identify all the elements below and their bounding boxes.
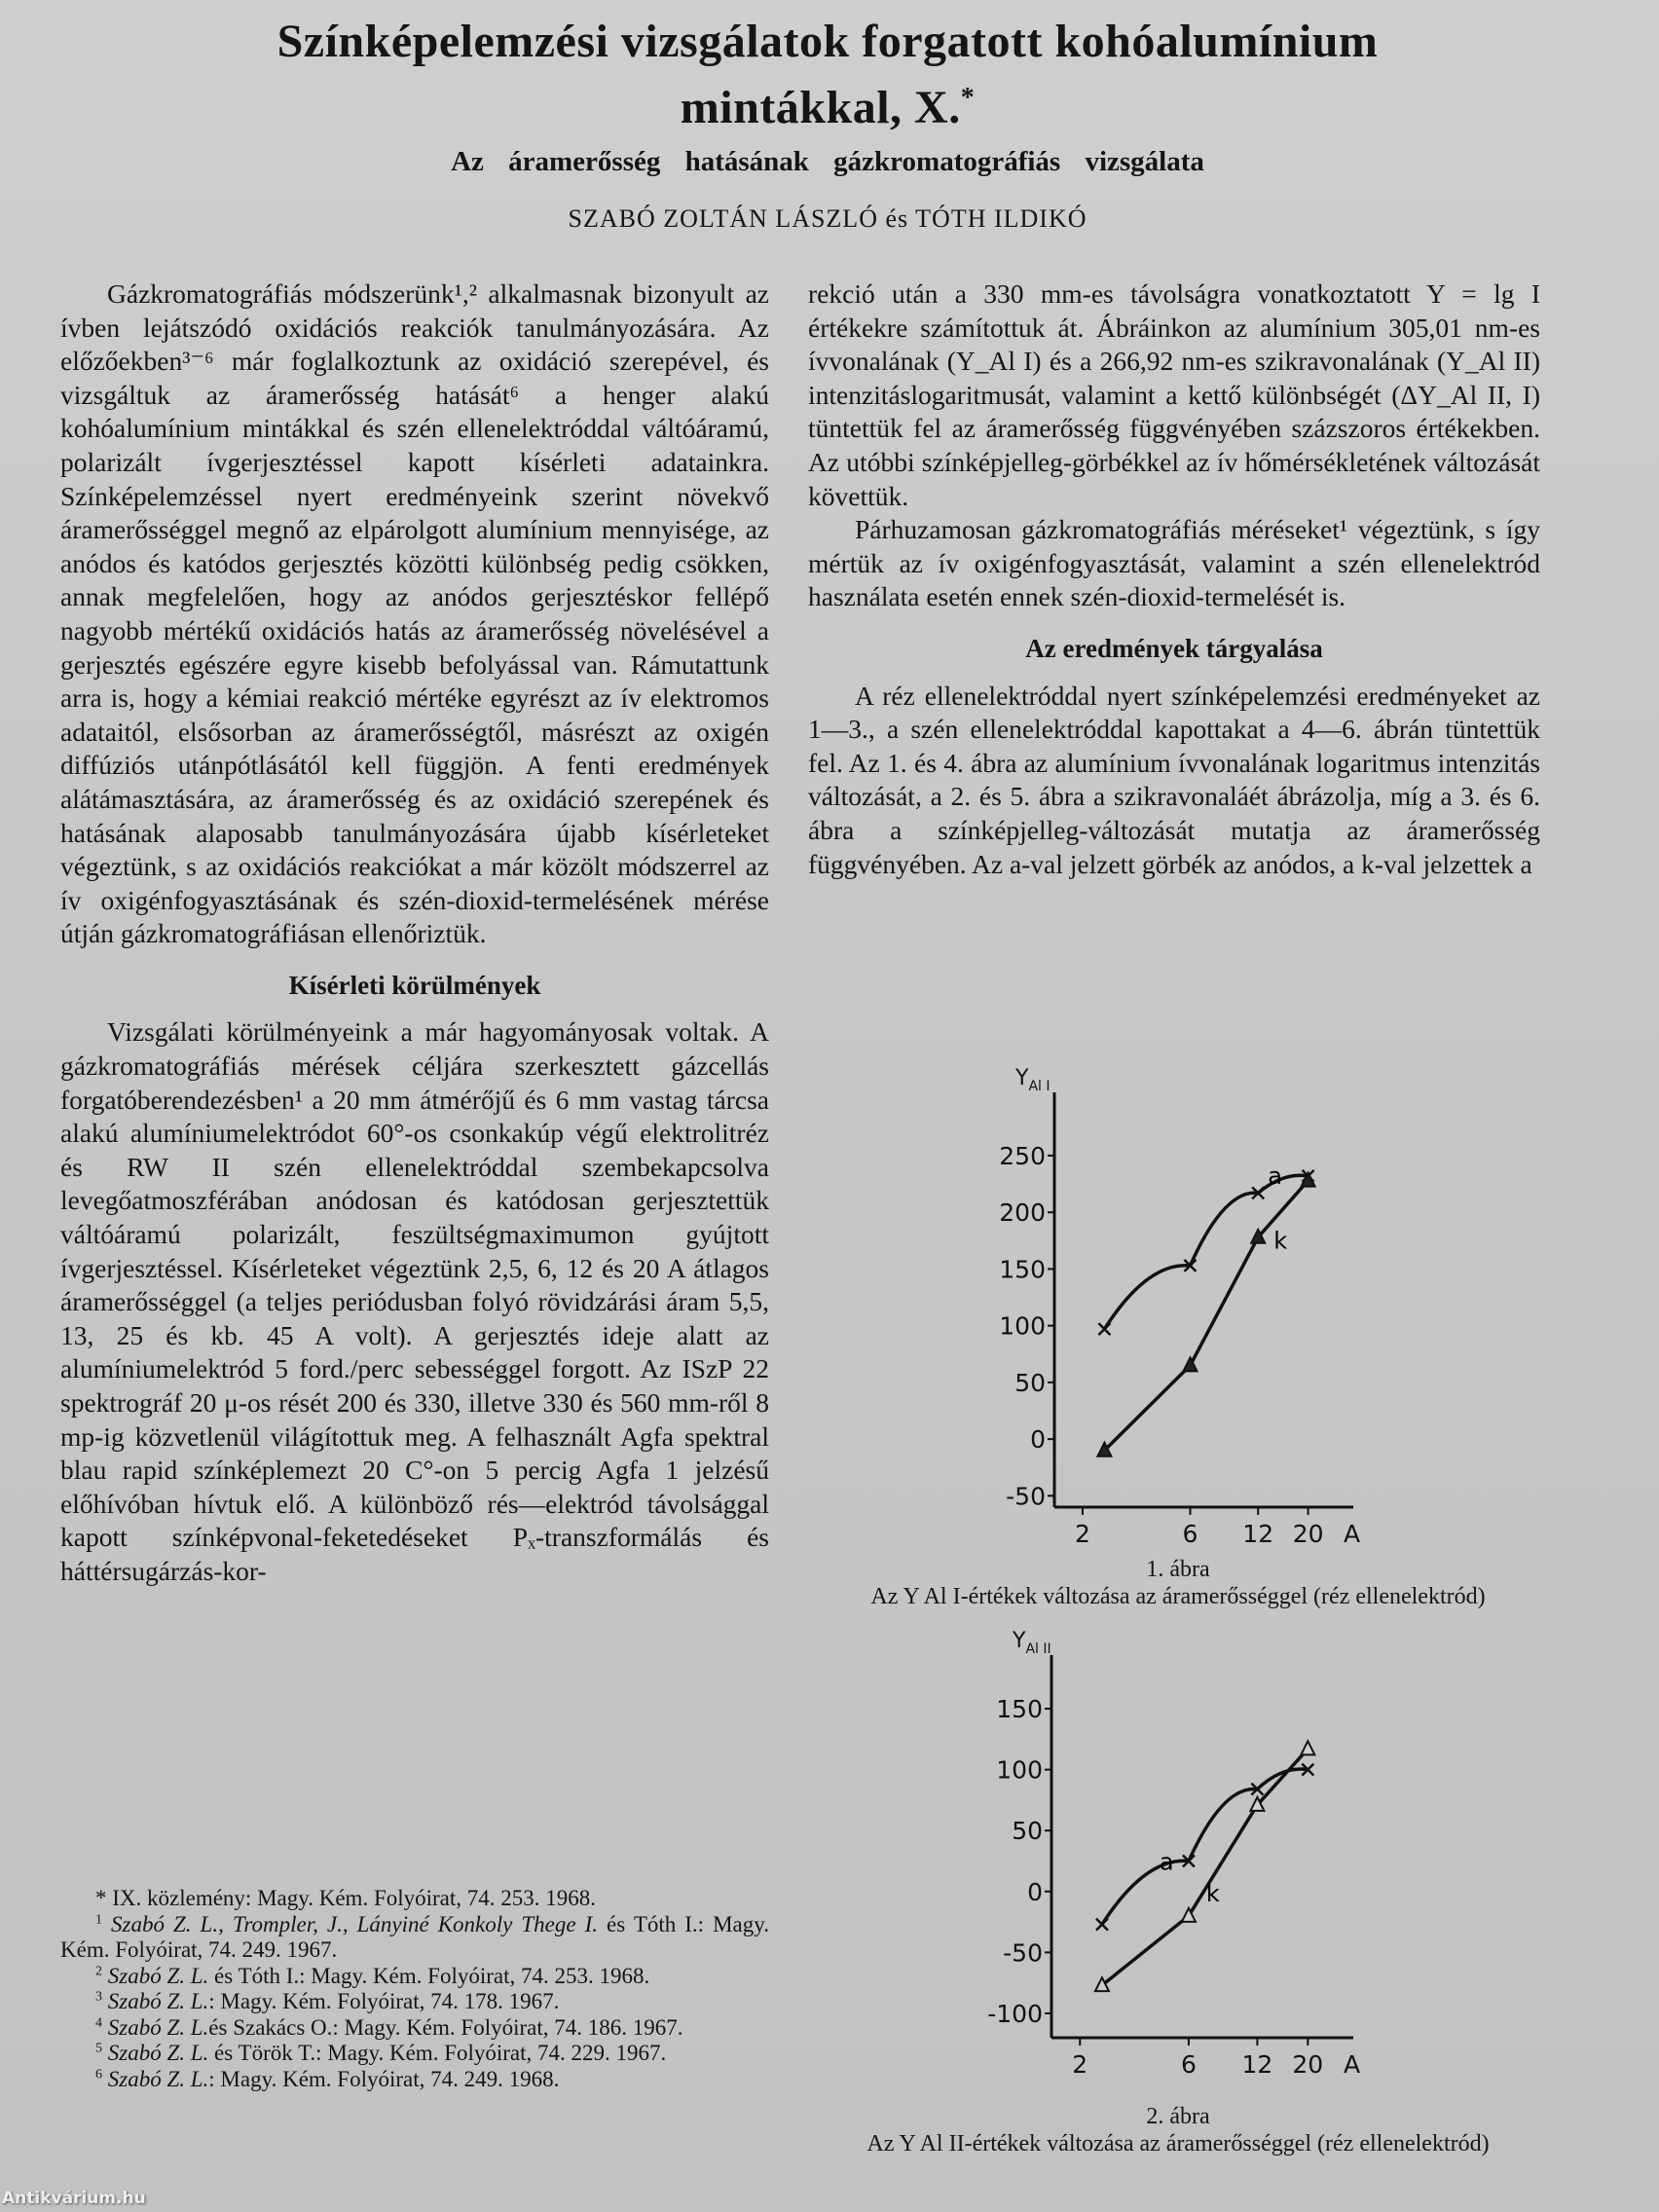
svg-text:50: 50 <box>1012 1817 1043 1846</box>
svg-text:6: 6 <box>1182 1520 1198 1548</box>
figure-2-chart <box>983 1631 1373 2079</box>
data-point-marker <box>1301 1741 1314 1754</box>
svg-text:50: 50 <box>1014 1368 1046 1397</box>
svg-text:k: k <box>1205 1879 1220 1907</box>
footnotes <box>60 1886 769 2092</box>
svg-text:-100: -100 <box>987 1999 1043 2028</box>
svg-text:A: A <box>1344 1520 1361 1548</box>
svg-text:150: 150 <box>996 1695 1043 1724</box>
chart-svg <box>983 1631 1373 2079</box>
footnote: $^2$ Szabó Z. L. és Tóth I.: Magy. Kém. Folyóirat, 74. 253. 1968. <box>95 1963 650 1988</box>
section-heading-results: Az eredmények tárgyalása <box>1025 633 1323 663</box>
methods-paragraph: Vizsgálati körülményeink a már hagyományosak voltak. A gázkromatográfiás mérések céljára szerkesztett gázcellás forgatóberendezésben¹ a 20 mm átmérőjű és 6 mm vastag tárcsa alakú alumíniumelektródot 60°-os csonkakúp végű elektrolitréz és RW II szén ellenelektróddal szembekapcsolva levegőatmoszférában anódosan és katódosan gerjesztettük váltóáramú polarizált, feszültségmaximumon gyújtott ívgerjesztéssel. Kísérleteket végeztünk 2,5, 6, 12 és 20 A átlagos áramerősséggel (a teljes periódusban folyó rövidzárási áram 5,5, 13, 25 és kb. 45 A volt). A gerjesztés ideje alatt az alumíniumelektród 5 ford./perc sebességgel forgott. Az ISzP 22 spektrográf 20 μ-os rését 200 és 330, illetve 330 és 560 mm-ről 8 mp-ig közvetlenül világítottuk meg. A felhasznált Agfa spektral blau rapid színképlemezt 20 C°-on 5 percig Agfa 1 jelzésű előhívóban hívtuk elő. A különböző rés—elektród távolsággal kapott színképvonal-feketedéseket Pₓ-transzformálás és háttérsugárzás-kor- <box>60 1016 769 1586</box>
figure-2-caption <box>808 2103 1548 2157</box>
article-authors: SZABÓ ZOLTÁN LÁSZLÓ és TÓTH ILDIKÓ <box>568 204 1088 233</box>
title-line-2: mintákkal, X. <box>680 82 961 133</box>
svg-text:20: 20 <box>1292 2050 1324 2079</box>
data-point-marker <box>1098 1323 1110 1335</box>
continuation-paragraph: rekció után a 330 mm-es távolságra vonatkoztatott Y = lg I értékekre számítottuk át. Ábráinkon az alumínium 305,01 nm-es ívvonalának (Y_Al I) és a 266,92 nm-es szikravonalának (Y_Al II) intenzitáslogaritmusát, valamint a kettő különbségét (ΔY_Al II, I) tüntettük fel az áramerősség függvényében százszoros értékekben. Az utóbbi színképjelleg-görbékkel az ív hőmérsékletének változását követtük. <box>808 278 1540 511</box>
svg-text:20: 20 <box>1292 1520 1324 1548</box>
svg-text:-50: -50 <box>1003 1938 1043 1968</box>
svg-text:200: 200 <box>999 1198 1046 1228</box>
svg-text:A: A <box>1344 2050 1361 2079</box>
svg-text:0: 0 <box>1027 1877 1043 1906</box>
svg-text:k: k <box>1273 1227 1288 1255</box>
title-line-1: Színképelemzési vizsgálatok forgatott kohóalumínium <box>276 16 1379 67</box>
figure-2-number: 2. ábra <box>1146 2104 1210 2129</box>
svg-text:YAl II: $Y_{Al II}$ <box>1013 1629 1051 1657</box>
svg-text:a: a <box>1159 1848 1174 1876</box>
parallel-measurements-paragraph: Párhuzamosan gázkromatográfiás méréseket¹ végeztünk, s így mértük az ív oxigénfogyasztását, valamint a szén ellenelektród használata esetén ennek szén-dioxid-termelését is. <box>808 514 1540 612</box>
figure-1-chart <box>983 1061 1373 1548</box>
footnote: * IX. közlemény: Magy. Kém. Folyóirat, 74. 253. 1968. <box>95 1886 597 1910</box>
data-point-marker <box>1096 1919 1108 1931</box>
svg-text:6: 6 <box>1180 2050 1197 2079</box>
figure-1-number: 1. ábra <box>1146 1557 1210 1582</box>
svg-text:12: 12 <box>1241 2050 1273 2079</box>
svg-text:-50: -50 <box>1006 1482 1046 1511</box>
series-line-a <box>1102 1769 1308 1925</box>
svg-text:12: 12 <box>1242 1520 1274 1548</box>
svg-text:150: 150 <box>999 1255 1046 1284</box>
left-column <box>60 277 769 1589</box>
svg-text:2: 2 <box>1074 1520 1090 1548</box>
chart-svg <box>983 1061 1373 1548</box>
svg-text:100: 100 <box>996 1755 1043 1785</box>
figure-2-text: Az Y Al II-értékek változása az áramerősséggel (réz ellenelektród) <box>866 2131 1490 2157</box>
footnote: $^5$ Szabó Z. L. és Török T.: Magy. Kém. Folyóirat, 74. 229. 1967. <box>95 2041 667 2065</box>
section-heading-methods: Kísérleti körülmények <box>288 970 541 1000</box>
svg-text:250: 250 <box>999 1141 1046 1170</box>
figure-1-text: Az Y Al I-értékek változása az áramerősséggel (réz ellenelektród) <box>870 1584 1486 1609</box>
article-title <box>97 14 1558 136</box>
svg-text:a: a <box>1268 1162 1282 1191</box>
article-subtitle: Az áramerősség hatásának gázkromatográfiás vizsgálata <box>451 146 1204 177</box>
results-paragraph: A réz ellenelektróddal nyert színképelemzési eredményeket az 1—3., a szén ellenelektróddal kapottakat a 4—6. ábrán tüntettük fel. Az 1. és 4. ábra az alumínium ívvonalának logaritmus intenzitás változását, a 2. és 5. ábra a szikravonaláét ábrázolja, míg a 3. és 6. ábra a színképjelleg-változását mutatja az áramerősség függvényében. Az a-val jelzett görbék az anódos, a k-val jelzettek a <box>808 680 1540 879</box>
svg-text:100: 100 <box>999 1311 1046 1341</box>
svg-text:2: 2 <box>1072 2050 1088 2079</box>
footnote: $^4$ Szabó Z. L.és Szakács O.: Magy. Kém. Folyóirat, 74. 186. 1967. <box>95 2014 683 2040</box>
figure-1-caption <box>798 1556 1558 1610</box>
series-line-k <box>1104 1181 1308 1451</box>
svg-text:YAl I: $Y_{Al I}$ <box>1015 1066 1051 1094</box>
intro-paragraph: Gázkromatográfiás módszerünk¹,² alkalmasnak bizonyult az ívben lejátszódó oxidációs reakciók tanulmányozására. Az előzőekben³⁻⁶ már foglalkoztunk az oxidáció szerepével, és vizsgáltuk az áramerősség hatását⁶ a henger alakú kohóalumínium mintákkal és szén ellenelektróddal váltóáramú, polarizált ívgerjesztéssel kapott kísérleti adatainkra. Színképelemzéssel nyert eredményeink szerint növekvő áramerősséggel megnő az elpárolgott alumínium mennyisége, az anódos és katódos gerjesztés közötti különbség pedig csökken, annak megfelelően, hogy az anódos gerjesztéskor fellépő nagyobb mértékű oxidációs hatás az áramerősség növelésével a gerjesztés egészére egyre kisebb befolyással van. Rámutattunk arra is, hogy a kémiai reakció mértéke egyrészt az ív elektromos adataitól, elsősorban az áramerősségtől, másrészt az oxigén diffúziós utánpótlásától kell függjön. A fenti eredmények alátámasztására, az áramerősség és az oxidáció szerepének és hatásának alaposabb tanulmányozására újabb kísérleteket végeztünk, s az oxidációs reakciókat a már közölt módszerrel az ív oxigénfogyasztásának és szén-dioxid-termelésének mérése útján gázkromatográfiásan ellenőriztük. <box>60 278 769 949</box>
svg-text:0: 0 <box>1030 1425 1046 1455</box>
footnote: $^1$ Szabó Z. L., Trompler, J., Lányiné Konkoly Thege I. és Tóth I.: Magy. Kém. Folyóirat, 74. 249. 1967. <box>60 1911 770 1962</box>
footnote: $^3$ Szabó Z. L.: Magy. Kém. Folyóirat, 74. 178. 1967. <box>95 1989 560 2013</box>
series-line-k <box>1102 1749 1308 1985</box>
right-column <box>808 277 1540 881</box>
title-footnote-mark: * <box>960 83 976 113</box>
footnote: $^6$ Szabó Z. L.: Magy. Kém. Folyóirat, 74. 249. 1968. <box>95 2066 560 2091</box>
watermark-logo: Antikvárium.hu <box>2 2189 146 2208</box>
